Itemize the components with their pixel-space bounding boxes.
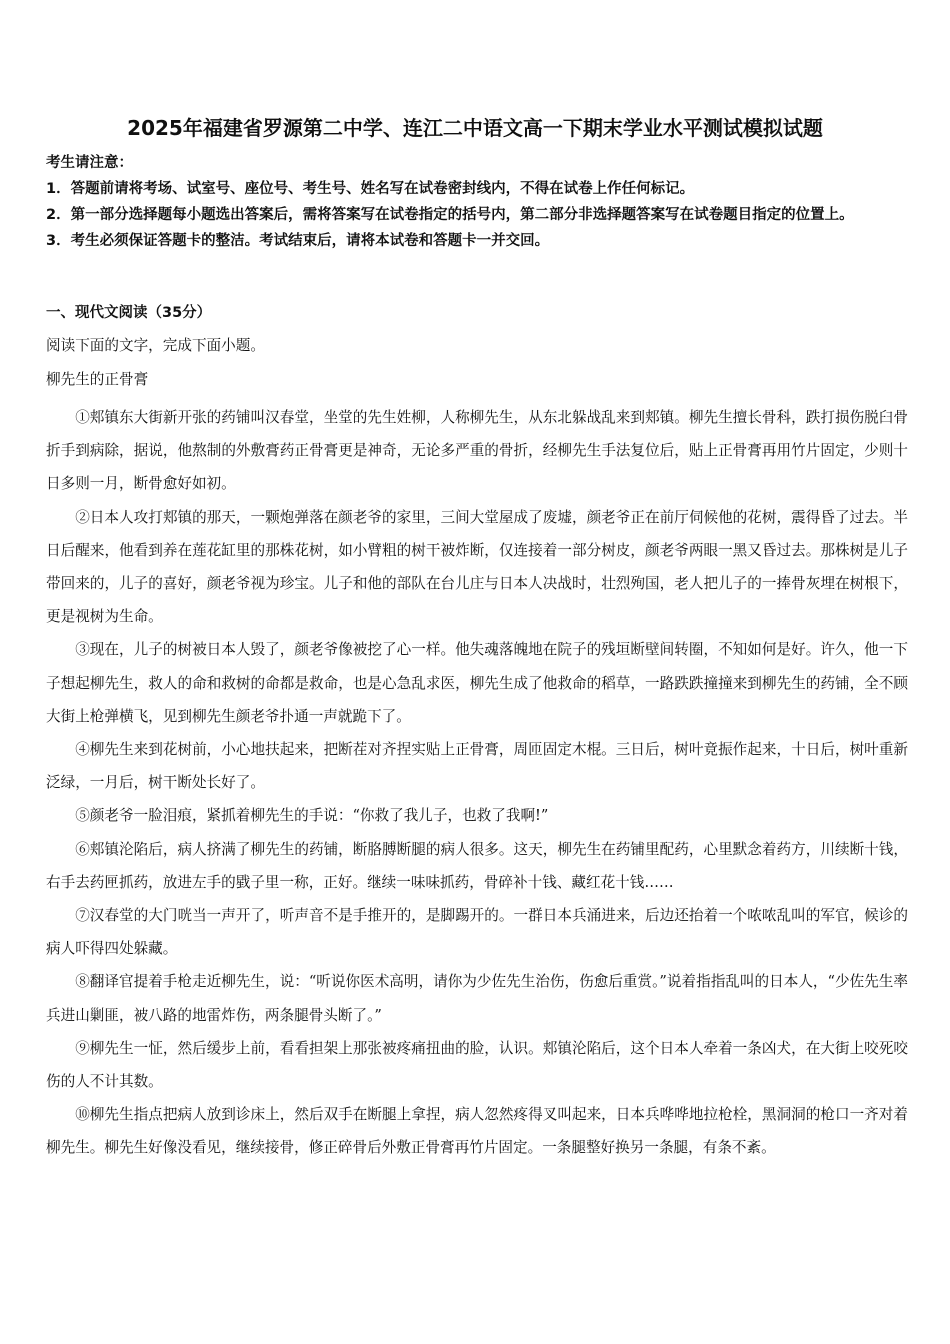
section-instruction: 阅读下面的文字，完成下面小题。 <box>46 337 265 354</box>
paragraph-10: ⑩柳先生指点把病人放到诊床上，然后双手在断腿上拿捏，病人忽然疼得叉叫起来，日本兵哗哗地拉枪栓，黑洞洞的枪口一齐对着柳先生。柳先生好像没看见，继续接骨，修正碎骨后外敷正骨膏再竹片固定。一条腿整好换另一条腿，有条不紊。 <box>46 1106 908 1157</box>
paragraph-4: ④柳先生来到花树前，小心地扶起来，把断茬对齐捏实贴上正骨膏，周匝固定木棍。三日后，树叶竟振作起来，十日后，树叶重新泛绿，一月后，树干断处长好了。 <box>46 741 908 792</box>
section-header <box>46 300 906 326</box>
section-heading: 一、现代文阅读（35分） <box>46 305 212 321</box>
paragraph-9: ⑨柳先生一怔，然后缓步上前，看看担架上那张被疼痛扭曲的脸，认识。郏镇沦陷后，这个日本人牵着一条凶犬，在大街上咬死咬伤的人不计其数。 <box>46 1039 908 1091</box>
notice-item-2: 2．第一部分选择题每小题选出答案后，需将答案写在试卷指定的括号内，第二部分非选择题答案写在试卷题目指定的位置上。 <box>46 207 854 223</box>
paragraph-3: ③现在，儿子的树被日本人毁了，颜老爷像被挖了心一样。他失魂落魄地在院子的残垣断壁间转圈，不知如何是好。许久，他一下子想起柳先生，救人的命和救树的命都是救命，也是心急乱求医，柳先生成了他救命的稻草，一路跌跌撞撞来到柳先生的药铺，全不顾大街上枪弹横飞，见到柳先生颜老爷扑通一声就跪下了。 <box>46 641 908 725</box>
story-title: 柳先生的正骨膏 <box>46 371 149 388</box>
paragraph-2: ②日本人攻打郏镇的那天，一颗炮弹落在颜老爷的家里，三间大堂屋成了废墟，颜老爷正在前厅伺候他的花树，震得昏了过去。半日后醒来，他看到养在莲花缸里的那株花树，如小臂粗的树干被炸断，仅连接着一部分树皮，颜老爷两眼一黑又昏过去。那株树是儿子带回来的，儿子的喜好，颜老爷视为珍宝。儿子和他的部队在台儿庄与日本人决战时，壮烈殉国，老人把儿子的一捧骨灰埋在树根下，更是视树为生命。 <box>46 508 908 626</box>
paragraph-7: ⑦汉春堂的大门咣当一声开了，听声音不是手推开的，是脚踢开的。一群日本兵涌进来，后边还抬着一个哝哝乱叫的军官，候诊的病人吓得四处躲藏。 <box>46 907 908 958</box>
paragraph-8: ⑧翻译官提着手枪走近柳先生，说：“听说你医术高明，请你为少佐先生治伤，伤愈后重赏。”说着指指乱叫的日本人，“少佐先生率兵进山剿匪，被八路的地雷炸伤，两条腿骨头断了。” <box>46 973 908 1024</box>
candidate-notice <box>46 150 906 254</box>
paragraph-6: ⑥郏镇沦陷后，病人挤满了柳先生的药铺，断胳膊断腿的病人很多。这天，柳先生在药铺里配药，心里默念着药方，川续断十钱，右手去药匣抓药，放进左手的戥子里一称，正好。继续一味味抓药，骨碎补十钱、藏红花十钱…… <box>46 840 908 891</box>
notice-item-3: 3．考生必须保证答题卡的整洁。考试结束后，请将本试卷和答题卡一并交回。 <box>46 233 550 249</box>
paragraph-1: ①郏镇东大街新开张的药铺叫汉春堂，坐堂的先生姓柳，人称柳先生，从东北躲战乱来到郏镇。柳先生擅长骨科，跌打损伤脱臼骨折手到病除，据说，他熬制的外敷膏药正骨膏更是神奇，无论多严重的骨折，经柳先生手法复位后，贴上正骨膏再用竹片固定，少则十日多则一月，断骨愈好如初。 <box>46 409 908 493</box>
paragraph-5: ⑤颜老爷一脸泪痕，紧抓着柳先生的手说：“你救了我儿子，也救了我啊!” <box>75 807 549 825</box>
notice-heading: 考生请注意： <box>46 155 133 171</box>
exam-title: 2025年福建省罗源第二中学、连江二中语文高一下期末学业水平测试模拟试题 <box>127 116 823 140</box>
notice-item-1: 1．答题前请将考场、试室号、座位号、考生号、姓名写在试卷密封线内，不得在试卷上作任何标记。 <box>46 181 695 197</box>
reading-passage <box>46 337 908 1165</box>
